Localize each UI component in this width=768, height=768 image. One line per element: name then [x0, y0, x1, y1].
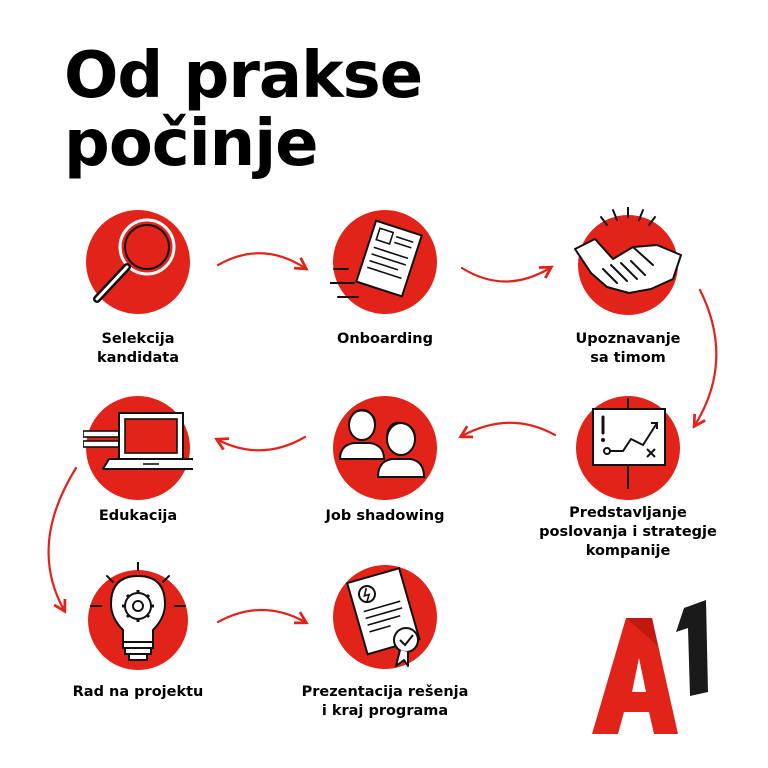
magnifier-icon [83, 207, 193, 317]
step-label-2 [285, 330, 485, 349]
label-line: kompanije [585, 543, 671, 559]
label-line: Predstavljanje [569, 505, 687, 521]
label-line: Onboarding [337, 331, 433, 347]
step-label-7 [38, 683, 238, 702]
laptop-icon [83, 393, 193, 503]
label-line: poslovanja i strategje [539, 524, 717, 540]
label-line: Job shadowing [325, 508, 445, 524]
arrow-4-5 [462, 423, 555, 436]
label-line: kandidata [97, 350, 179, 366]
step-label-1 [38, 330, 238, 368]
label-line: Upoznavanje [575, 331, 681, 347]
lightbulb-gear-icon [83, 562, 193, 672]
label-line: sa timom [590, 350, 666, 366]
label-line: Rad na projektu [72, 684, 204, 700]
certificate-icon [330, 562, 440, 672]
arrow-2-3 [462, 268, 550, 282]
step-label-6 [38, 507, 238, 526]
title-line-2: počinje [64, 107, 318, 181]
step-label-5 [285, 507, 485, 526]
step-label-4 [528, 504, 728, 561]
title-line-1: Od prakse [64, 39, 423, 113]
a1-logo [566, 600, 726, 740]
document-icon [330, 207, 440, 317]
label-line: Edukacija [98, 508, 178, 524]
label-line: i kraj programa [321, 703, 449, 719]
handshake-icon [573, 207, 683, 317]
label-line: Selekcija [101, 331, 175, 347]
arrow-7-8 [218, 610, 305, 622]
arrow-1-2 [218, 253, 305, 268]
label-line: Prezentacija rešenja [301, 684, 469, 700]
people-icon [330, 393, 440, 503]
arrow-6-7 [49, 468, 76, 610]
presentation-board-icon [573, 393, 683, 503]
arrow-5-6 [218, 437, 305, 450]
step-label-8 [285, 683, 485, 721]
step-label-3 [528, 330, 728, 368]
